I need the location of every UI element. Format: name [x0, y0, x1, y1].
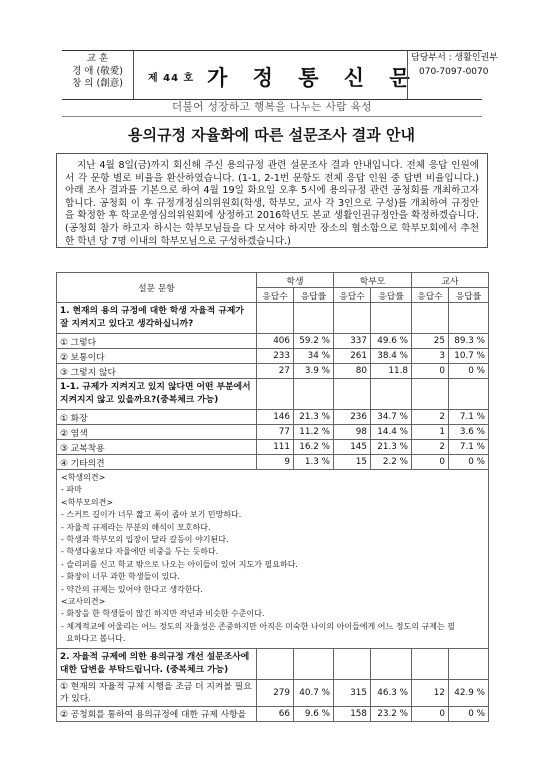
subheader-count: 응답수 — [412, 288, 449, 303]
parent-rate: 21.3 % — [371, 440, 412, 455]
teacher-rate: 42.9 % — [449, 679, 489, 706]
student-count: 111 — [257, 440, 294, 455]
header-question: 설문 문항 — [57, 273, 257, 303]
subheader-rate: 응답률 — [294, 288, 334, 303]
student-rate: 34 % — [294, 349, 334, 364]
comment-line: - 자율적 규제라는 부분의 해석이 모호하다. — [61, 522, 211, 532]
teacher-rate: 10.7 % — [449, 349, 489, 364]
option-label: ③ 교복착용 — [57, 440, 257, 455]
comment-line: - 학생다움보다 자율에만 비중을 두는 듯하다. — [61, 547, 219, 557]
teacher-count: 0 — [412, 364, 449, 379]
student-count: 146 — [257, 410, 294, 425]
teacher-rate: 0 % — [449, 706, 489, 721]
option-label: ② 보통이다 — [57, 349, 257, 364]
teacher-rate: 89.3 % — [449, 334, 489, 349]
table-row — [57, 455, 489, 470]
teacher-count: 12 — [412, 679, 449, 706]
question-2: 2. 자율적 규제에 의한 용의규정 개선 설문조사에 대한 답변을 부탁드립니다. (중복체크 가능) — [57, 648, 257, 679]
teacher-count: 0 — [412, 706, 449, 721]
student-count: 27 — [257, 364, 294, 379]
parent-rate: 34.7 % — [371, 410, 412, 425]
teacher-count: 3 — [412, 349, 449, 364]
option-label: ④ 기타의견 — [57, 455, 257, 470]
motto-line-2: 창 의 (創意) — [72, 78, 123, 89]
comment-line: - 스커트 길이가 너무 짧고 폭이 좁아 보기 민망하다. — [61, 510, 242, 520]
school-motto — [62, 51, 134, 99]
intro-box — [56, 153, 488, 248]
option-label: ③ 그렇지 않다 — [57, 364, 257, 379]
motto-line-1: 경 애 (敬愛) — [72, 65, 123, 77]
parent-count: 15 — [334, 455, 371, 470]
student-rate: 21.3 % — [294, 410, 334, 425]
parent-count: 145 — [334, 440, 371, 455]
newsletter-title: 가 정 통 신 문 — [207, 65, 419, 90]
option-label: ② 염색 — [57, 425, 257, 440]
student-rate: 40.7 % — [294, 679, 334, 706]
comment-line: - 약간의 규제는 있어야 한다고 생각한다. — [61, 584, 203, 594]
teacher-count: 0 — [412, 455, 449, 470]
parent-count: 236 — [334, 410, 371, 425]
header-teachers: 교사 — [412, 273, 489, 288]
teacher-count: 25 — [412, 334, 449, 349]
parent-count: 337 — [334, 334, 371, 349]
student-count: 9 — [257, 455, 294, 470]
table-row — [57, 425, 489, 440]
student-rate: 11.2 % — [294, 425, 334, 440]
parent-count: 158 — [334, 706, 371, 721]
teacher-count: 1 — [412, 425, 449, 440]
student-count: 77 — [257, 425, 294, 440]
teacher-rate: 0 % — [449, 455, 489, 470]
parent-rate: 14.4 % — [371, 425, 412, 440]
student-rate: 1.3 % — [294, 455, 334, 470]
student-count: 233 — [257, 349, 294, 364]
divider — [62, 116, 482, 117]
teacher-count: 2 — [412, 440, 449, 455]
comment-line: 요하다고 봅니다. — [61, 634, 126, 644]
comment-line: - 슬리퍼를 신고 학교 밖으로 나오는 아이들이 있어 지도가 필요하다. — [61, 559, 298, 569]
comment-line: <학부모의견> — [61, 497, 114, 507]
table-row — [57, 410, 489, 425]
student-rate: 3.9 % — [294, 364, 334, 379]
comment-line: <교사의견> — [61, 597, 106, 607]
option-label: ① 현재의 자율적 규제 시행을 조금 더 지켜볼 필요가 있다. — [57, 679, 257, 706]
parent-count: 80 — [334, 364, 371, 379]
student-count: 406 — [257, 334, 294, 349]
table-row — [57, 334, 489, 349]
table-row — [57, 349, 489, 364]
teacher-rate: 7.1 % — [449, 410, 489, 425]
teacher-count: 2 — [412, 410, 449, 425]
subheader-count: 응답수 — [334, 288, 371, 303]
teacher-rate: 0 % — [449, 364, 489, 379]
parent-rate: 38.4 % — [371, 349, 412, 364]
comment-line: - 체계적교에 어울리는 어느 정도의 자율성은 존중하지만 아직은 미숙한 나이의 아이들에게 어느 정도의 규제는 필 — [61, 621, 455, 631]
opinion-comments — [57, 470, 489, 649]
subheader-count: 응답수 — [257, 288, 294, 303]
table-row — [57, 440, 489, 455]
comment-line: <학생의견> — [61, 473, 106, 482]
option-label: ② 공청회를 통하여 용의규정에 대한 규제 사항을 — [57, 706, 257, 721]
intro-text: 지난 4월 8일(금)까지 회신해 주신 용의규정 관련 설문조사 결과 안내입니다. 전체 응답 인원에서 각 문항 별로 비율을 환산하였습니다. (1-1, 2-1번 문항도 전체 응답 인원 중 답변 비율입니다.) 아래 조사 결과를 기본으로 하여 4월 19일 화요일 오후 5시에 용의규정 관련 공청회를 개최하고자 합니다. 공청회 이 후 규정개정심의위원회(학생, 학부모, 교사 각 3인으로 구성)를 개최하여 규정안을 확정한 후 학교운영심의위원회에 상정하고 2016학년도 본교 생활인권규정안을 확정하겠습니다. (공청회 참가 하고자 하시는 학부모님들을 다 모셔야 하지만 장소의 협소함으로 학부모회에서 추천한 학년 당 7명 이내의 학부모님으로 구성하겠습니다.) — [65, 160, 479, 247]
parent-rate: 49.6 % — [371, 334, 412, 349]
motto-label: 교 훈 — [86, 53, 109, 64]
parent-count: 261 — [334, 349, 371, 364]
student-rate: 9.6 % — [294, 706, 334, 721]
option-label: ① 화장 — [57, 410, 257, 425]
teacher-rate: 7.1 % — [449, 440, 489, 455]
student-rate: 59.2 % — [294, 334, 334, 349]
survey-results-table — [56, 272, 489, 722]
school-slogan: 더불어 성장하고 행복을 나누는 사람 육성 — [171, 101, 373, 113]
parent-rate: 2.2 % — [371, 455, 412, 470]
teacher-rate: 3.6 % — [449, 425, 489, 440]
parent-count: 315 — [334, 679, 371, 706]
parent-rate: 46.3 % — [371, 679, 412, 706]
comment-line: - 화장을 한 학생들이 많긴 하지만 작년과 비슷한 수준이다. — [61, 609, 265, 619]
subheader-rate: 응답률 — [371, 288, 412, 303]
parent-rate: 23.2 % — [371, 706, 412, 721]
student-count: 279 — [257, 679, 294, 706]
comment-line: - 화장이 너무 과한 학생들이 있다. — [61, 572, 180, 582]
parent-rate: 11.8 — [371, 364, 412, 379]
newsletter-header — [62, 50, 499, 100]
page-title: 용의규정 자율화에 따른 설문조사 결과 안내 — [128, 126, 415, 144]
table-row — [57, 679, 489, 706]
header-students: 학생 — [257, 273, 334, 288]
option-label: ① 그렇다 — [57, 334, 257, 349]
student-rate: 16.2 % — [294, 440, 334, 455]
table-row — [57, 706, 489, 721]
subheader-rate: 응답률 — [449, 288, 489, 303]
header-parents: 학부모 — [334, 273, 412, 288]
table-row — [57, 364, 489, 379]
student-count: 66 — [257, 706, 294, 721]
question-1: 1. 현재의 용의 규정에 대한 학생 자율적 규제가 잘 지켜지고 있다고 생각하십니까? — [57, 303, 257, 334]
issue-number: 제 44 호 — [148, 73, 195, 84]
department-phone: 070-7097-0070 — [419, 67, 489, 77]
comment-line: - 학생과 학부모의 입장이 달라 갈등이 야기된다. — [61, 535, 229, 545]
department-name: 담당부서 : 생활인권부 — [411, 53, 499, 63]
comment-line: - 파마 — [61, 485, 82, 495]
question-1-1: 1-1. 규제가 지켜지고 있지 않다면 어떤 부분에서 지켜지지 않고 있을까요?(중복체크 가능) — [57, 379, 257, 410]
parent-count: 98 — [334, 425, 371, 440]
department-info — [407, 51, 499, 99]
